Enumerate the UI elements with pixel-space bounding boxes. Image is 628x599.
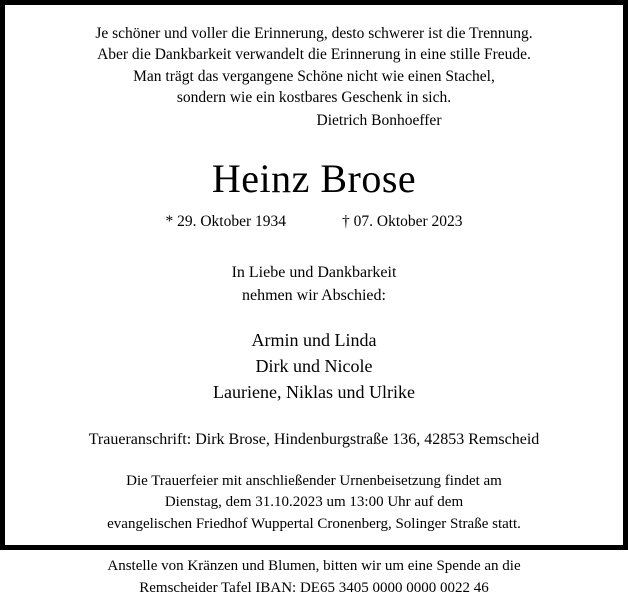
donation-request <box>107 556 520 599</box>
birth-date: * 29. Oktober 1934 <box>165 212 286 230</box>
dedication-line: nehmen wir Abschied: <box>242 287 386 305</box>
mourning-address: Traueranschrift: Dirk Brose, Hindenburgstraße 136, 42853 Remscheid <box>88 430 540 448</box>
dedication-text <box>232 261 397 307</box>
family-line: Lauriene, Niklas und Ulrike <box>213 382 415 403</box>
quote-line: Man trägt das vergangene Schöne nicht wie einen Stachel, <box>133 67 495 85</box>
quote-line: Je schöner und voller die Erinnerung, desto schwerer ist die Trennung. <box>95 25 533 42</box>
donation-line: Anstelle von Kränzen und Blumen, bitten wir um eine Spende an die <box>107 557 521 574</box>
ceremony-line: Dienstag, dem 31.10.2023 um 13:00 Uhr auf dem <box>164 494 464 511</box>
life-dates <box>165 213 462 231</box>
ceremony-line: Die Trauerfeier mit anschließender Urnenbeisetzung findet am <box>126 472 502 489</box>
quote-line: sondern wie ein kostbares Geschenk in sich. <box>176 89 452 107</box>
family-line: Dirk und Nicole <box>255 356 373 377</box>
dedication-line: In Liebe und Dankbarkeit <box>231 263 397 281</box>
family-members <box>213 327 415 405</box>
death-date: † 07. Oktober 2023 <box>342 212 463 230</box>
family-line: Armin und Linda <box>251 330 377 351</box>
quote-block <box>95 23 532 109</box>
deceased-name: Heinz Brose <box>211 155 417 201</box>
ceremony-line: evangelischen Friedhof Wuppertal Cronenberg, Solinger Straße statt. <box>107 516 521 533</box>
quote-line: Aber die Dankbarkeit verwandelt die Erinnerung in eine stille Freude. <box>97 46 531 64</box>
donation-line: Remscheider Tafel IBAN: DE65 3405 0000 0000 0022 46 <box>139 579 489 596</box>
quote-author: Dietrich Bonhoeffer <box>316 111 442 129</box>
ceremony-details <box>107 471 521 536</box>
